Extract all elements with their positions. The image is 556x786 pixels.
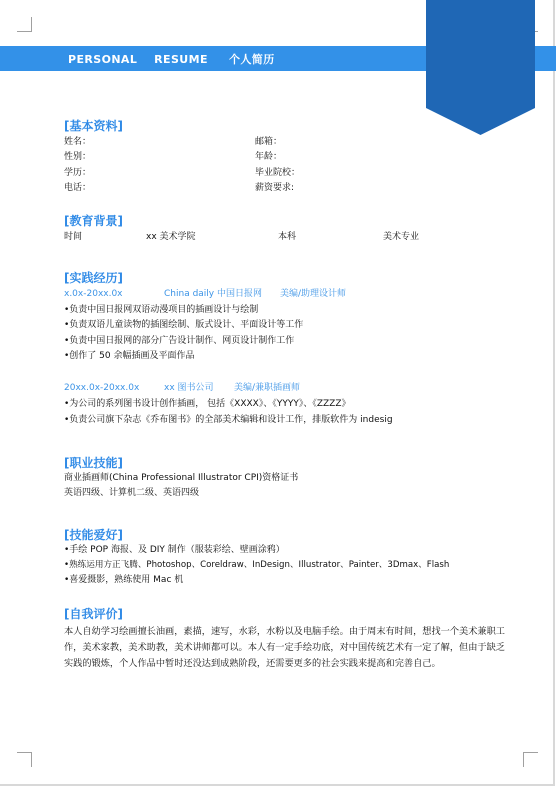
- crop-mark-bottom-right: [523, 752, 538, 767]
- email-label: 邮箱：: [255, 137, 283, 147]
- section-title-education: [教育背景]: [64, 214, 123, 228]
- crop-mark-bottom-left: [17, 752, 32, 767]
- job2-period: 20xx.0x-20xx.0x: [64, 383, 140, 393]
- gender-label: 性别：: [64, 152, 92, 162]
- job1-bullet: •负责中国日报网的部分广告设计制作、网页设计制作工作: [64, 336, 295, 346]
- job1-bullet: •负责双语儿童读物的插图绘制、版式设计、平面设计等工作: [64, 320, 304, 330]
- section-title-skills: [职业技能]: [64, 456, 123, 470]
- job2-role: 美编/兼职插画师: [234, 383, 301, 393]
- section-title-basic: [基本资料]: [64, 119, 123, 133]
- banner-title: PERSONAL RESUME 个人简历: [68, 53, 275, 66]
- education-time: 时间: [64, 232, 83, 242]
- education-major: 美术专业: [383, 232, 420, 242]
- section-title-hobbies: [技能爱好]: [64, 528, 123, 542]
- education-label: 学历：: [64, 168, 92, 178]
- evaluation-text: 本人自幼学习绘画擅长油画，素描，速写，水彩，水粉以及电脑手绘。由于周末有时间，想找一个美术兼职工作，美术家教，美术助教，美术讲师都可以。本人有一定手绘功底，对中国传统艺术有一定了解，但由于缺乏实践的锻炼，个人作品中暂时还没达到成熟阶段，还需要更多的社会实践来提高和完善自己。: [64, 626, 505, 669]
- ribbon-bookmark: [426, 0, 535, 135]
- age-label: 年龄：: [255, 152, 283, 162]
- section-title-experience: [实践经历]: [64, 271, 123, 285]
- job2-company: xx 图书公司: [164, 383, 214, 393]
- hobbies-line: •熟练运用方正飞腾、Photoshop、Coreldraw、InDesign、Illustrator、Painter、3Dmax、Flash: [64, 560, 450, 570]
- job1-period: x.0x-20xx.0x: [64, 289, 123, 299]
- job1-bullet: •创作了 50 余幅插画及平面作品: [64, 351, 195, 361]
- job1-role: 美编/助理设计师: [280, 289, 347, 299]
- job1-company: China daily 中国日报网: [164, 289, 262, 299]
- section-title-evaluation: [自我评价]: [64, 607, 123, 621]
- school-label: 毕业院校：: [255, 168, 301, 178]
- education-school: xx 美术学院: [146, 232, 196, 242]
- phone-label: 电话：: [64, 183, 92, 193]
- salary-label: 薪资要求:: [255, 183, 295, 193]
- education-degree: 本科: [278, 232, 297, 242]
- job2-bullet: •负责公司旗下杂志《乔布图书》的全部美术编辑和设计工作，排版软件为 indesig: [64, 415, 393, 425]
- name-label: 姓名：: [64, 137, 92, 147]
- skills-line: 商业插画师(China Professional Illustrator CPI)资格证书: [64, 473, 299, 483]
- hobbies-line: •喜爱摄影，熟练使用 Mac 机: [64, 575, 184, 585]
- job1-bullet: •负责中国日报网双语动漫项目的插画设计与绘制: [64, 305, 259, 315]
- skills-line: 英语四级、计算机二级、英语四级: [64, 488, 200, 498]
- job2-bullet: •为公司的系列图书设计创作插画， 包括《XXXX》、《YYYY》、《ZZZZ》: [64, 399, 351, 409]
- hobbies-line: •手绘 POP 海报、及 DIY 制作（服装彩绘、壁画涂鸦）: [64, 545, 285, 555]
- crop-mark-top-left: [17, 17, 32, 32]
